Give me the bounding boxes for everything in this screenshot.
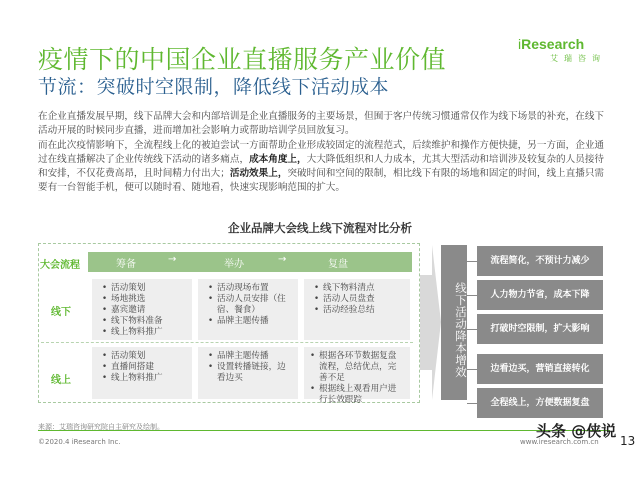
list-item: • 线下物料清点 (314, 283, 410, 294)
list-item: • 活动人员盘查 (314, 294, 410, 305)
big-arrow-shape (420, 245, 441, 400)
list-item: • 场地挑选 (102, 294, 192, 305)
connector (467, 403, 477, 404)
body-paragraph-1: 在企业直播发展早期，线下品牌大会和内部培训是企业直播服务的主要场景，但囿于客户传统习惯通常仅作为线下场景的补充，在线下活动开展的时候同步直播，进而增加社会影响力或帮助培训学员回放复习。 (38, 111, 605, 137)
result-item-3: 打破时空限制，扩大影响 (477, 314, 603, 344)
connector (467, 295, 477, 296)
list-item: • 线上物料推广 (102, 373, 192, 384)
stage-arrow-2: → (278, 254, 287, 265)
stage-prepare: 筹备 (116, 259, 136, 270)
page-number: 13 (620, 434, 636, 448)
offline-host-box (198, 279, 298, 340)
list-item: • 嘉宾邀请 (102, 305, 192, 316)
diagram-title: 企业品牌大会线上线下流程对比分析 (228, 221, 412, 235)
list-item: • 活动策划 (102, 283, 192, 294)
row-label-offline: 线下 (51, 307, 71, 318)
logo-main-text: Research (521, 36, 585, 52)
online-host-box (198, 347, 298, 399)
list-item: • 线上物料推广 (102, 327, 192, 338)
connector (467, 369, 477, 370)
logo-prefix: i (518, 36, 522, 52)
result-item-4: 边看边买，营销直接转化 (477, 354, 603, 384)
result-item-5: 全程线上，方便数据复盘 (477, 388, 603, 418)
list-item: • 品牌主题传播 (208, 351, 290, 362)
logo-sub-text: 艾瑞咨询 (550, 54, 606, 63)
body-text (38, 110, 610, 196)
body-paragraph-2: 而在此次疫情影响下，全流程线上化的被迫尝试一方面帮助企业形成较固定的流程范式，后续维护和操作方便快捷，另一方面，企业通过在线直播解决了企业传统线下活动的诸多痛点，成本角度上，大大降低组织和人力成本，尤其大型活动和培训涉及较复杂的人员接待和安排，不仅花费高昂，且时间精力付出大；活动效果上，突破时间和空间的限制，相比线下有限的场地和固定的时间，线上直播只需要有一台智能手机，便可以随时看、随地看，快速实现影响范围的扩大。 (38, 139, 605, 194)
result-item-1: 流程简化，不预计力减少 (477, 246, 603, 276)
online-review-box (304, 347, 410, 405)
watermark: 头条 @侠说 (536, 422, 617, 440)
stage-review: 复盘 (328, 259, 348, 270)
list-item: • 根据线上观看用户进行长效跟踪 (310, 384, 404, 406)
list-item: • 品牌主题传播 (208, 316, 294, 327)
offline-prepare-box (92, 279, 192, 340)
list-item: • 设置转播链接，边看边买 (208, 362, 290, 384)
source-note: 来源：艾瑞咨询研究院自主研究及绘制。 (38, 423, 164, 431)
footer-divider (38, 430, 610, 431)
online-prepare-box (92, 347, 192, 399)
list-item: • 活动人员安排（住宿、餐食） (208, 294, 294, 316)
page-title: 疫情下的中国企业直播服务产业价值 (38, 45, 447, 74)
list-item: • 线下物料准备 (102, 316, 192, 327)
row-label-flow: 大会流程 (40, 260, 80, 271)
stage-bar (88, 252, 412, 272)
list-item: • 根据各环节数据复盘流程，总结优点，完善不足 (310, 351, 404, 384)
result-item-2: 人力物力节省，成本下降 (477, 280, 603, 310)
copyright: ©2020.4 iResearch Inc. (38, 438, 121, 446)
connector (467, 329, 477, 330)
list-item: • 活动策划 (102, 351, 192, 362)
row-divider (41, 342, 413, 343)
connector (467, 261, 477, 262)
central-conclusion: 线下活动降本增效 (441, 245, 467, 400)
stage-arrow-1: → (168, 254, 177, 265)
list-item: • 直播间搭建 (102, 362, 192, 373)
offline-review-box (304, 279, 410, 340)
list-item: • 活动经验总结 (314, 305, 410, 316)
row-label-online: 线上 (51, 375, 71, 386)
list-item: • 活动现场布置 (208, 283, 294, 294)
iresearch-logo (518, 36, 606, 74)
page-subtitle: 节流：突破时空限制，降低线下活动成本 (38, 76, 390, 98)
stage-host: 举办 (224, 259, 244, 270)
site-url[interactable]: www.iresearch.com.cn (520, 438, 599, 446)
